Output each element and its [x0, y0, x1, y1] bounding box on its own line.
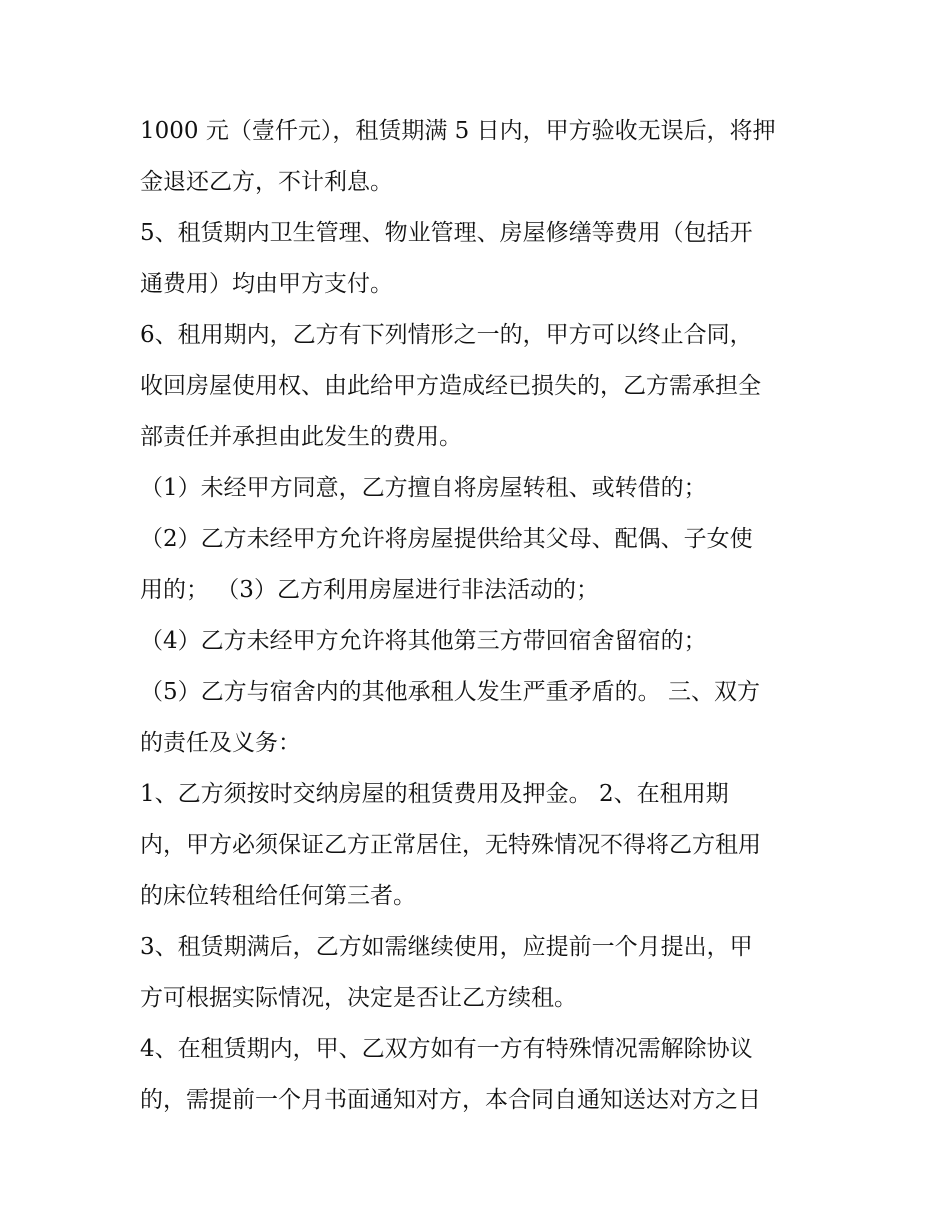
text-line: 的，需提前一个月书面通知对方，本合同自通知送达对方之日 — [140, 1087, 761, 1113]
text-line: （2）乙方未经甲方允许将房屋提供给其父母、配偶、子女使 — [140, 526, 753, 552]
text-line: 6、租用期内，乙方有下列情形之一的，甲方可以终止合同， — [140, 322, 753, 348]
text-line: 部责任并承担由此发生的费用。 — [140, 424, 462, 450]
text-line: 4、在租赁期内，甲、乙双方如有一方有特殊情况需解除协议 — [140, 1036, 753, 1062]
text-line: 通费用）均由甲方支付。 — [140, 271, 393, 297]
text-line: 金退还乙方，不计利息。 — [140, 169, 393, 195]
text-line: 5、租赁期内卫生管理、物业管理、房屋修缮等费用（包括开 — [140, 220, 753, 246]
text-line: （1）未经甲方同意，乙方擅自将房屋转租、或转借的； — [140, 475, 707, 501]
text-line: 1、乙方须按时交纳房屋的租赁费用及押金。 2、在租用期 — [140, 781, 729, 807]
text-line: 用的； （3）乙方利用房屋进行非法活动的； — [140, 577, 599, 603]
text-line: 内，甲方必须保证乙方正常居住，无特殊情况不得将乙方租用 — [140, 832, 761, 858]
text-line: 的床位转租给任何第三者。 — [140, 883, 416, 909]
text-line: 1000 元（壹仟元），租赁期满 5 日内，甲方验收无误后，将押 — [140, 118, 776, 144]
text-line: （5）乙方与宿舍内的其他承租人发生严重矛盾的。 三、双方 — [140, 679, 760, 705]
text-line: 的责任及义务： — [140, 730, 301, 756]
text-line: 3、租赁期满后，乙方如需继续使用，应提前一个月提出，甲 — [140, 934, 753, 960]
text-line: 收回房屋使用权、由此给甲方造成经已损失的，乙方需承担全 — [140, 373, 761, 399]
contract-text — [140, 106, 820, 1126]
text-line: 方可根据实际情况，决定是否让乙方续租。 — [140, 985, 577, 1011]
text-line: （4）乙方未经甲方允许将其他第三方带回宿舍留宿的； — [140, 628, 707, 654]
